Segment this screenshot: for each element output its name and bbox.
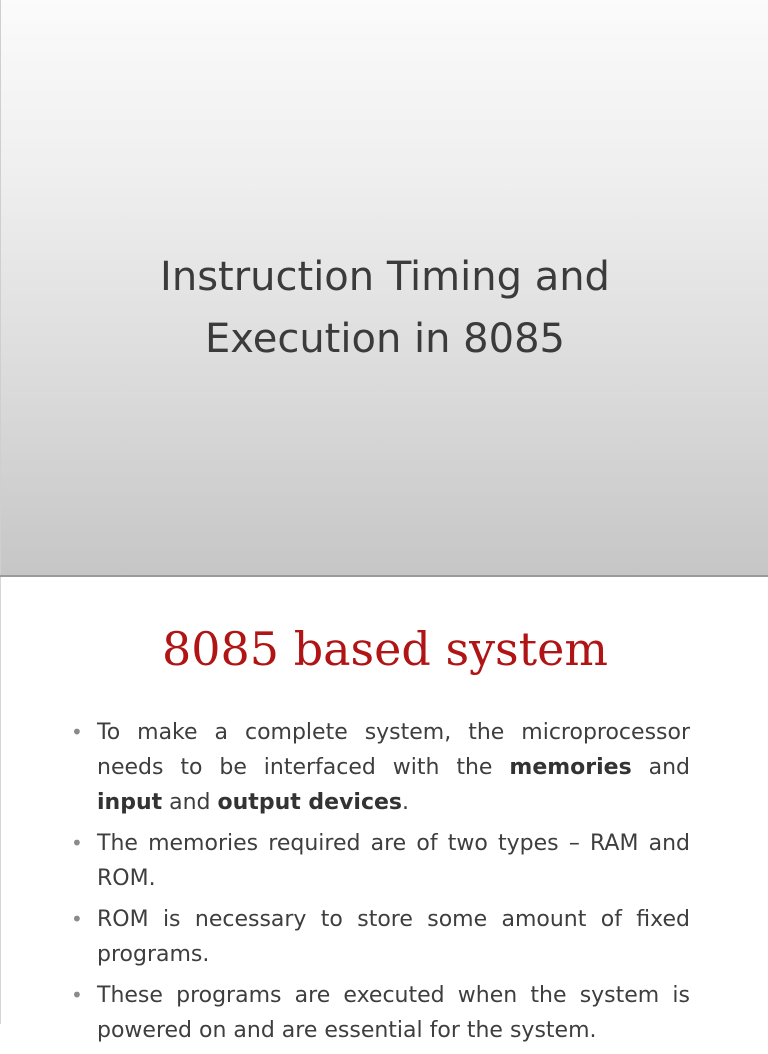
bullet-item bbox=[71, 902, 690, 972]
bullet-list bbox=[71, 715, 690, 1054]
bullet-text: and bbox=[162, 790, 218, 815]
bullet-text: These programs are executed when the system is powered on and are essential for the system. bbox=[97, 983, 690, 1043]
bullet-dot-icon: • bbox=[71, 720, 83, 744]
bold-term: memories bbox=[509, 755, 632, 780]
content-slide-title: 8085 based system bbox=[162, 622, 608, 676]
bullet-item bbox=[71, 826, 690, 896]
content-slide bbox=[0, 577, 768, 1043]
bullet-item bbox=[71, 715, 690, 820]
bold-term: output devices bbox=[217, 790, 403, 815]
bullet-text: and bbox=[631, 755, 690, 780]
slide-title-line1: Instruction Timing and bbox=[160, 254, 610, 300]
slide-title-line2: Execution in 8085 bbox=[205, 316, 565, 362]
bullet-text: The memories required are of two types – RAM and ROM. bbox=[97, 831, 690, 891]
bullet-text: ROM is necessary to store some amount of fixed programs. bbox=[97, 907, 690, 967]
bullet-dot-icon: • bbox=[71, 831, 83, 855]
bullet-text: To make a complete system, the microprocessor needs to be interfaced with the bbox=[97, 720, 690, 780]
bullet-text: . bbox=[402, 790, 410, 815]
bullet-item bbox=[71, 978, 690, 1048]
bold-term: input bbox=[97, 790, 163, 815]
bullet-dot-icon: • bbox=[71, 983, 83, 1007]
bullet-dot-icon: • bbox=[71, 907, 83, 931]
slide-title bbox=[1, 246, 768, 370]
